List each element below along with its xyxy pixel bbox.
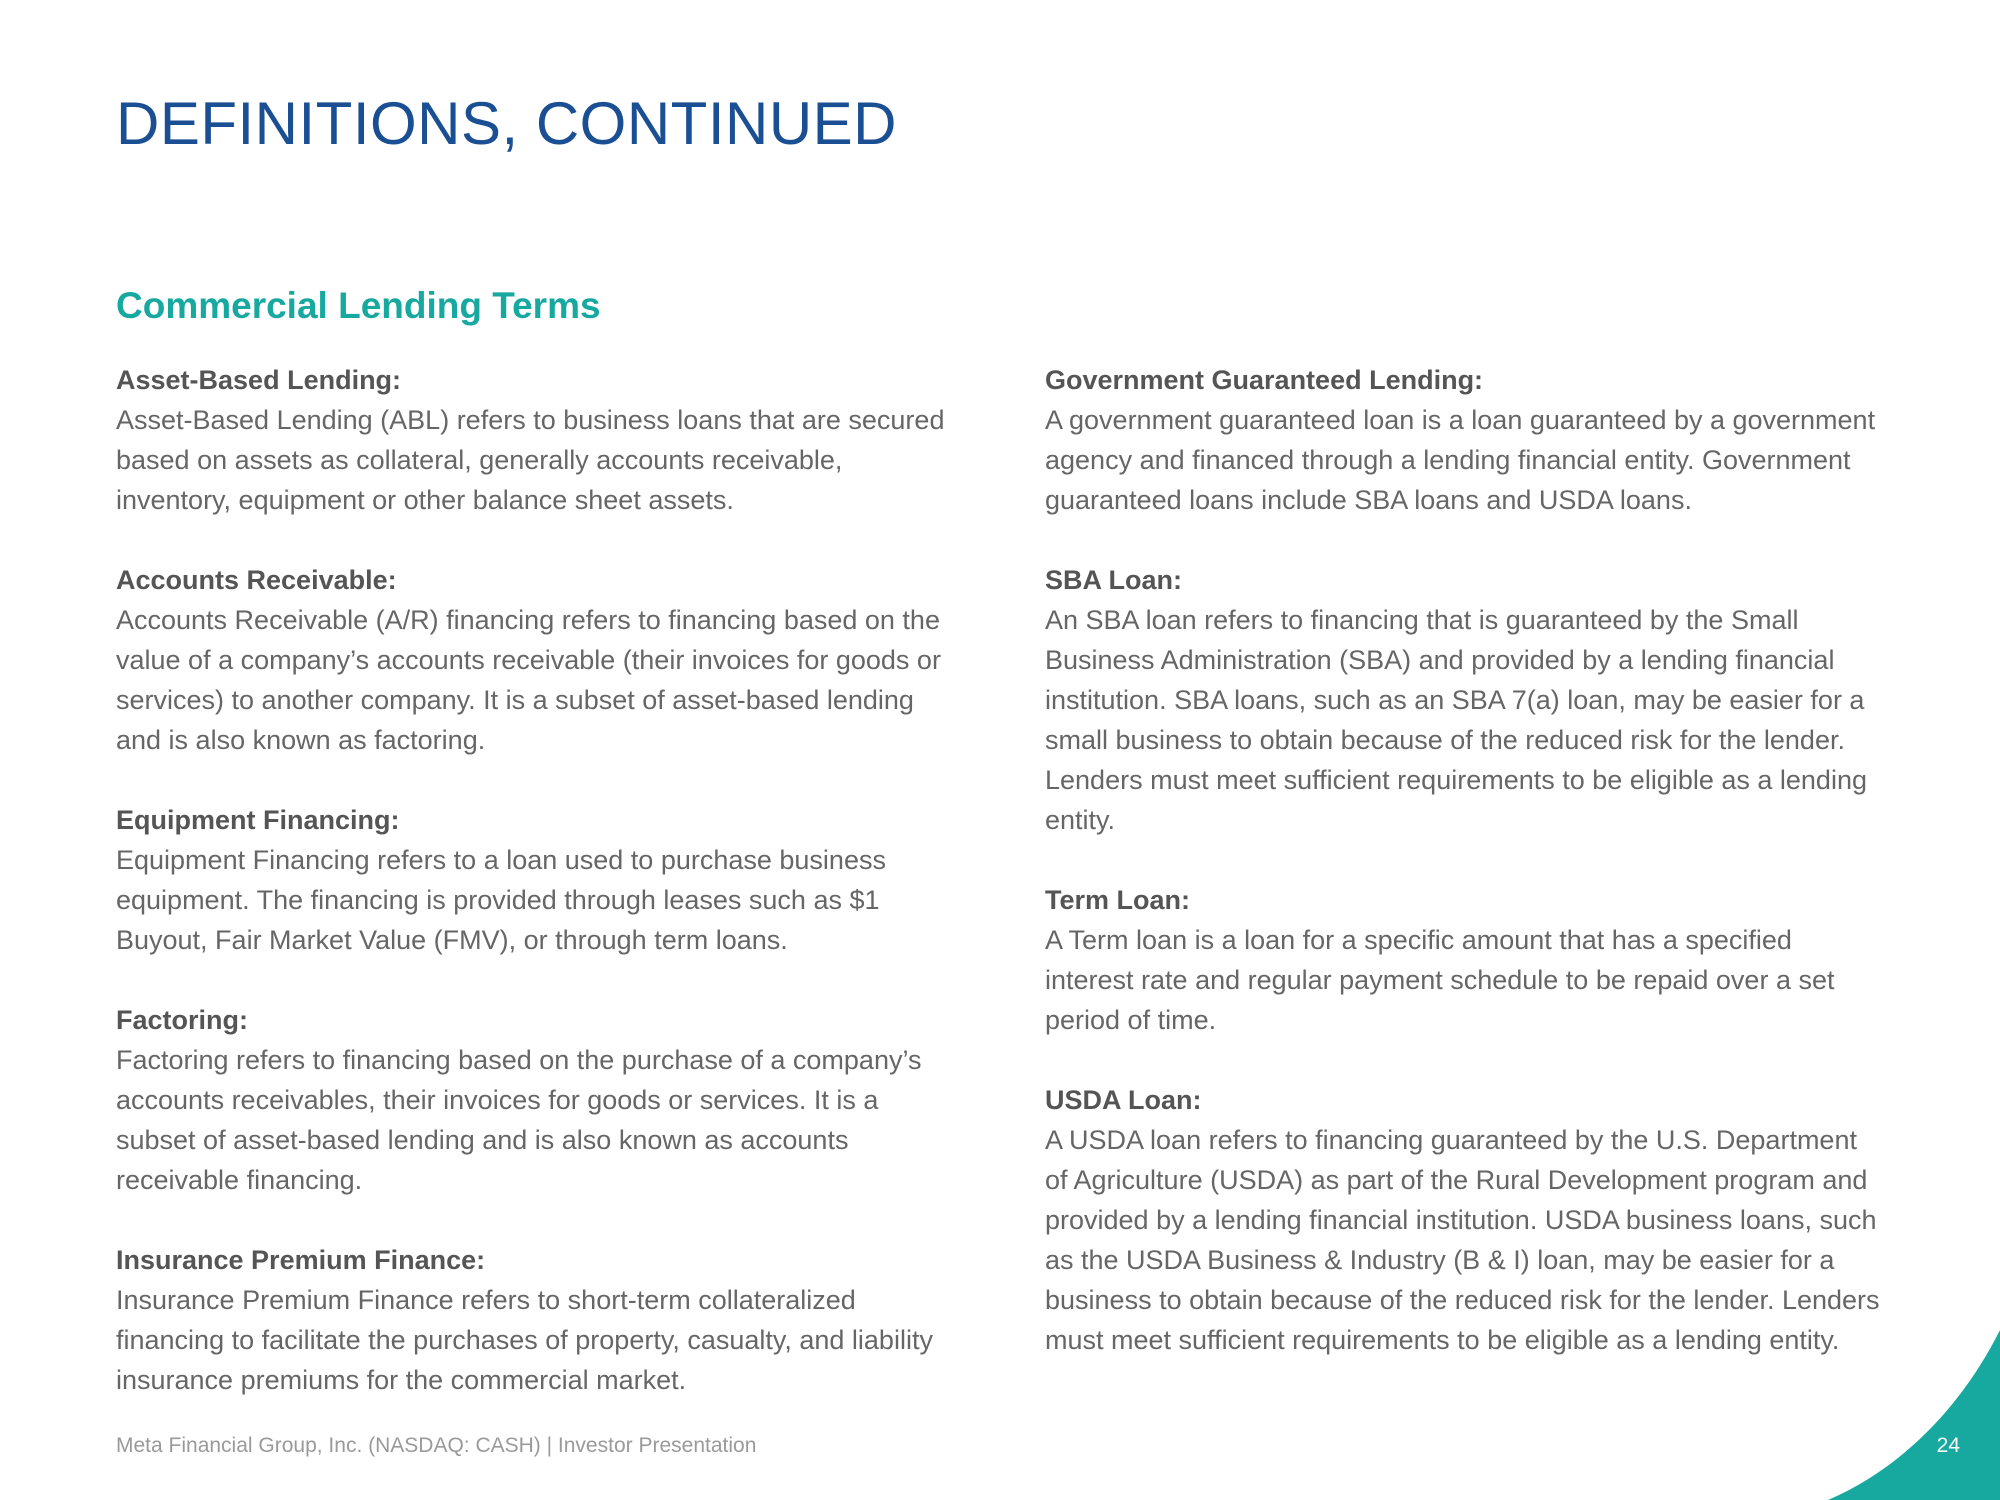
definition-item	[1045, 360, 1885, 520]
definition-item	[116, 360, 956, 520]
slide-title: DEFINITIONS, CONTINUED	[116, 90, 898, 157]
term-name: SBA Loan:	[1045, 565, 1182, 595]
term-name: Government Guaranteed Lending:	[1045, 365, 1484, 395]
term-definition: A Term loan is a loan for a specific amount that has a specified interest rate and regular payment schedule to be repaid over a set period of time.	[1045, 925, 1835, 1035]
term-definition: A USDA loan refers to financing guaranteed by the U.S. Department of Agriculture (USDA) as part of the Rural Development program and provided by a lending financial institution. USDA business loans, such as the USDA Business & Industry (B & I) loan, may be easier for a business to obtain because of the reduced risk for the lender. Lenders must meet sufficient requirements to be eligible as a lending entity.	[1045, 1125, 1880, 1355]
term-name: USDA Loan:	[1045, 1085, 1202, 1115]
corner-accent-fill	[1828, 1330, 2000, 1500]
term-name: Equipment Financing:	[116, 805, 400, 835]
definition-item	[116, 560, 956, 760]
page-number: 24	[1936, 1434, 1960, 1457]
left-definitions-column	[116, 360, 956, 1440]
term-definition: Factoring refers to financing based on the purchase of a company’s accounts receivables, their invoices for goods or services. It is a subset of asset-based lending and is also known as accounts receivable financing.	[116, 1045, 922, 1195]
term-name: Factoring:	[116, 1005, 248, 1035]
term-definition: Asset-Based Lending (ABL) refers to business loans that are secured based on assets as collateral, generally accounts receivable, inventory, equipment or other balance sheet assets.	[116, 405, 945, 515]
term-definition: Equipment Financing refers to a loan used to purchase business equipment. The financing is provided through leases such as $1 Buyout, Fair Market Value (FMV), or through term loans.	[116, 845, 886, 955]
term-name: Insurance Premium Finance:	[116, 1245, 486, 1275]
corner-accent-shape	[1740, 1330, 2000, 1500]
term-name: Term Loan:	[1045, 885, 1191, 915]
definition-item	[1045, 880, 1885, 1040]
definition-item	[116, 1000, 956, 1200]
definition-item	[1045, 560, 1885, 840]
term-definition: A government guaranteed loan is a loan guaranteed by a government agency and financed through a lending financial entity. Government guaranteed loans include SBA loans and USDA loans.	[1045, 405, 1876, 515]
term-definition: Accounts Receivable (A/R) financing refers to financing based on the value of a company’s accounts receivable (their invoices for goods or services) to another company. It is a subset of asset-based lending and is also known as factoring.	[116, 605, 941, 755]
term-name: Accounts Receivable:	[116, 565, 397, 595]
definition-item	[116, 1240, 956, 1400]
definition-item	[1045, 1080, 1885, 1360]
footer-text: Meta Financial Group, Inc. (NASDAQ: CASH) | Investor Presentation	[116, 1434, 757, 1457]
term-definition: An SBA loan refers to financing that is guaranteed by the Small Business Administration (SBA) and provided by a lending financial institution. SBA loans, such as an SBA 7(a) loan, may be easier for a small business to obtain because of the reduced risk for the lender. Lenders must meet sufficient requirements to be eligible as a lending entity.	[1045, 605, 1867, 835]
section-heading: Commercial Lending Terms	[116, 285, 601, 326]
right-definitions-column	[1045, 360, 1885, 1400]
term-name: Asset-Based Lending:	[116, 365, 402, 395]
definition-item	[116, 800, 956, 960]
term-definition: Insurance Premium Finance refers to short-term collateralized financing to facilitate the purchases of property, casualty, and liability insurance premiums for the commercial market.	[116, 1285, 933, 1395]
